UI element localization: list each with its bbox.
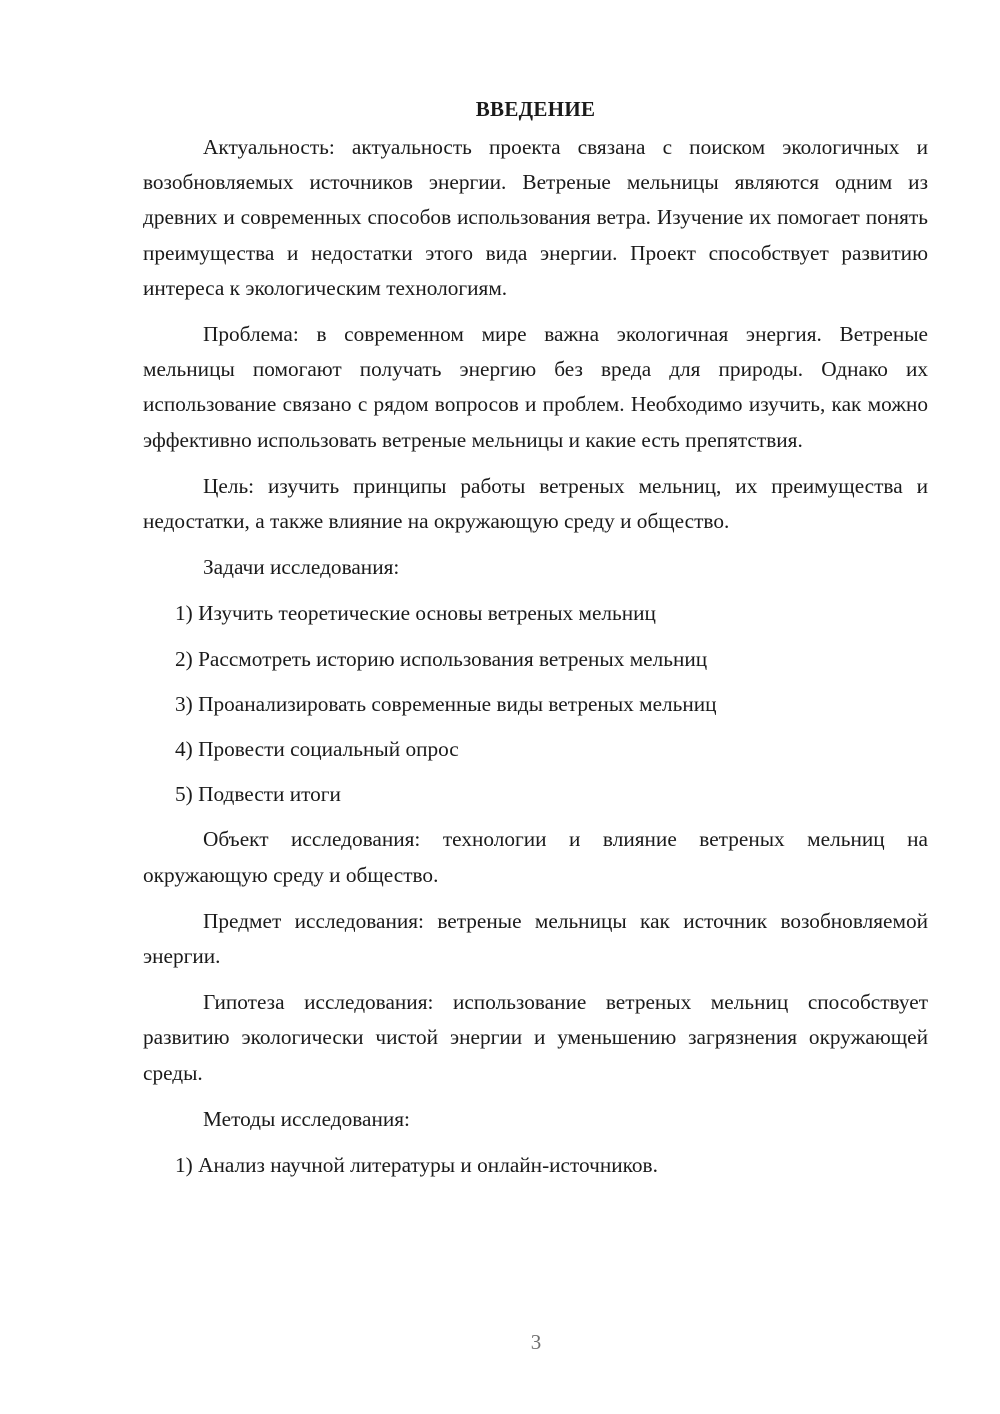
task-item: 2) Рассмотреть историю использования ветреных мельниц (175, 646, 708, 671)
methods-heading: Методы исследования: (203, 1106, 410, 1131)
subject-paragraph: Предмет исследования: ветреные мельницы как источник возобновляемой энергии. (143, 908, 928, 969)
page-number: 3 (530, 1330, 542, 1354)
section-title: ВВЕДЕНИЕ (475, 97, 596, 121)
task-item: 5) Подвести итоги (175, 782, 341, 807)
method-item: 1) Анализ научной литературы и онлайн-источников. (175, 1153, 658, 1178)
task-item: 3) Проанализировать современные виды ветреных мельниц (175, 691, 717, 716)
object-paragraph: Объект исследования: технологии и влияние ветреных мельниц на окружающую среду и общество. (143, 827, 928, 887)
methods-list (143, 1148, 928, 1183)
document-page (143, 92, 928, 1193)
tasks-heading: Задачи исследования: (203, 555, 400, 580)
relevance-paragraph: Актуальность: актуальность проекта связана с поиском экологичных и возобновляемых источников энергии. Ветреные мельницы являются одним из древних и современных способов использования ветра. Изучение их помогает понять преимущества и недостатки этого вида энергии. Проект способствует развитию интереса к экологическим технологиям. (143, 135, 928, 300)
goal-paragraph: Цель: изучить принципы работы ветреных мельниц, их преимущества и недостатки, а также влияние на окружающую среду и общество. (143, 473, 928, 534)
problem-paragraph: Проблема: в современном мире важна экологичная энергия. Ветреные мельницы помогают получать энергию без вреда для природы. Однако их использование связано с рядом вопросов и проблем. Необходимо изучить, как можно эффективно использовать ветреные мельницы и какие есть препятствия. (143, 322, 928, 452)
task-item: 4) Провести социальный опрос (175, 737, 459, 762)
tasks-list (143, 596, 928, 812)
hypothesis-paragraph: Гипотеза исследования: использование ветреных мельниц способствует развитию экологически чистой энергии и уменьшению загрязнения окружающей среды. (143, 990, 928, 1085)
task-item: 1) Изучить теоретические основы ветреных мельниц (175, 601, 656, 626)
